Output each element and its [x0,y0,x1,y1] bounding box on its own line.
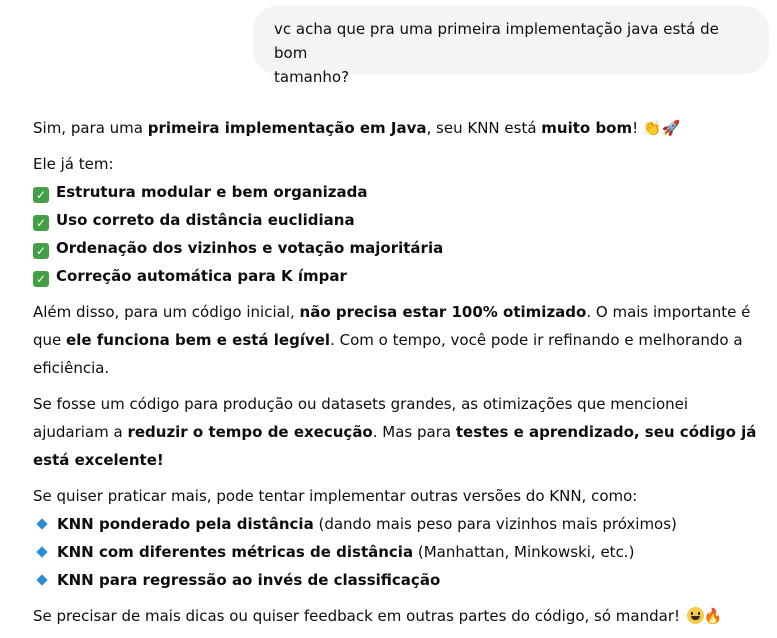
user-message-bubble [253,6,769,86]
assistant-paragraph-suggestions [33,482,761,594]
assistant-paragraph-features [33,150,761,290]
clap-rocket-emoji-icon: 👏🚀 [642,119,681,137]
smiley-emoji-icon [687,607,704,624]
user-message-line-1: vc acha que pra uma primeira implementação java está de bom [274,20,719,62]
check-mark-icon: ✓ [33,187,49,203]
blue-diamond-icon [36,574,47,585]
check-mark-icon: ✓ [33,243,49,259]
suggestions-intro: Se quiser praticar mais, pode tentar implementar outras versões do KNN, como: [33,487,638,505]
feature-item: ✓ Ordenação dos vizinhos e votação majoritária [33,234,761,262]
assistant-paragraph-3: Além disso, para um código inicial, não precisa estar 100% otimizado. O mais importante é que ele funciona bem e está legível. Com o tempo, você pode ir refinando e melhorando a eficiência. [33,303,751,377]
assistant-paragraph-4: Se fosse um código para produção ou datasets grandes, as otimizações que mencionei ajudariam a reduzir o tempo de execução. Mas para testes e aprendizado, seu código já está excelente! [33,395,757,469]
assistant-paragraph-1: Sim, para uma primeira implementação em Java, seu KNN está muito bom! 👏🚀 [33,114,761,142]
blue-diamond-icon [36,518,47,529]
user-message-line-2: tamanho? [274,68,350,86]
suggestion-item: KNN com diferentes métricas de distância (Manhattan, Minkowski, etc.) [33,538,761,566]
check-mark-icon: ✓ [33,215,49,231]
assistant-message [33,114,761,638]
feature-item: ✓ Estrutura modular e bem organizada [33,178,761,206]
fire-emoji-icon: 🔥 [703,607,723,625]
suggestion-item: KNN ponderado pela distância (dando mais peso para vizinhos mais próximos) [33,510,761,538]
assistant-paragraph-closing: Se precisar de mais dicas ou quiser feedback em outras partes do código, só mandar! 🔥 [33,602,761,630]
feature-item: ✓ Uso correto da distância euclidiana [33,206,761,234]
suggestion-item: KNN para regressão ao invés de classificação [33,566,761,594]
blue-diamond-icon [36,546,47,557]
feature-item: ✓ Correção automática para K ímpar [33,262,761,290]
features-intro: Ele já tem: [33,155,114,173]
check-mark-icon: ✓ [33,271,49,287]
